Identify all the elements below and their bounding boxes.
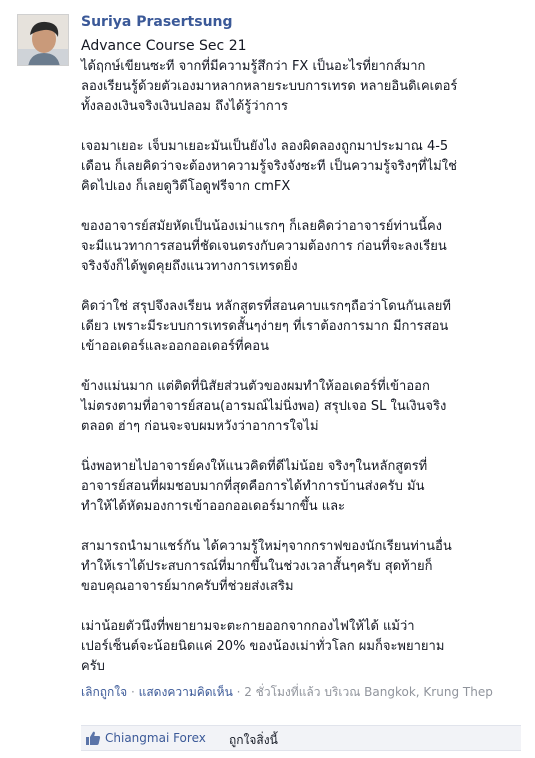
post-line: เดือน ก็เลยคิดว่าจะต้องหาความรู้จริงจังซะที เป็นความรู้จริงๆที่ไม่ใช่: [81, 159, 457, 174]
profile-photo: [18, 15, 69, 66]
post-line: เข้าออเดอร์และออกออเดอร์ที่คอน: [81, 339, 269, 354]
post-paragraph: [81, 57, 517, 117]
post-line: ของอาจารย์สมัยหัดเป็นน้องเม่าแรกๆ ก็เลยคิดว่าอาจารย์ท่านนี้คง: [81, 219, 443, 234]
post-paragraph: [81, 617, 517, 677]
post-line: เม่าน้อยตัวนึงที่พยายามจะตะกายออกจากกองไฟให้ได้ แม้ว่า: [81, 619, 415, 634]
post-line: สามารถนำมาแชร์กัน ได้ความรู้ใหม่ๆจากกราฟของนักเรียนท่านอื่น: [81, 539, 452, 554]
avatar[interactable]: [17, 14, 69, 66]
post-paragraph: [81, 297, 517, 357]
post-paragraph: [81, 137, 517, 197]
post-line: จะมีแนวทาการสอนที่ชัดเจนตรงกับความต้องการ ก่อนที่จะลงเรียน: [81, 239, 447, 254]
post-line: ทำให้ได้หัดมองการเข้าออกออเดอร์มากขึ้น และ: [81, 499, 346, 514]
post-line: ข้างแม่นมาก แต่ติดที่นิสัยส่วนตัวของผมทำให้ออเดอร์ที่เข้าออก: [81, 379, 430, 394]
post-line: ได้ฤกษ์เขียนซะที จากที่มีความรู้สึกว่า FX เป็นอะไรที่ยากส์มาก: [81, 59, 426, 74]
post-line: เดียว เพราะมีระบบการเทรดสั้นๆง่ายๆ ที่เราต้องการมาก มีการสอน: [81, 319, 449, 334]
likes-bar: [81, 725, 521, 751]
post-line: นิ่งพอหายไปอาจารย์คงให้แนวคิดที่ดีไม่น้อย จริงๆในหลักสูตรที่: [81, 459, 428, 474]
timestamp-location[interactable]: 2 ชั่วโมงที่แล้ว บริเวณ Bangkok, Krung Thep: [244, 685, 493, 699]
post-line: เปอร์เซ็นต์จะน้อยนิดแค่ 20% ของน้องเม่าทั่วโลก ผมก็จะพยายาม: [81, 639, 445, 654]
meta-separator: ·: [232, 685, 245, 699]
post-line: ไม่ตรงตามที่อาจารย์สอน(อารมณ์ไม่นิ่งพอ) สรุปเจอ SL ในเงินจริง: [81, 399, 447, 414]
author-name[interactable]: Suriya Prasertsung: [81, 14, 233, 30]
post-body: [81, 57, 517, 697]
post-paragraph: [81, 217, 517, 277]
unlike-link[interactable]: เลิกถูกใจ: [81, 685, 128, 699]
post-paragraph: [81, 377, 517, 437]
post-meta: [81, 683, 521, 702]
comment-link[interactable]: แสดงความคิดเห็น: [138, 685, 233, 699]
post-line: ครับ: [81, 659, 105, 674]
post-line: ตลอด ฮ่าๆ ก่อนจะจบผมหวังว่าอาการใจไม่: [81, 419, 319, 434]
post-line: เจอมาเยอะ เจ็บมาเยอะมันเป็นยังไง ลองผิดลองถูกมาประมาณ 4-5: [81, 139, 449, 154]
post-line: จริงจังก็ได้พูดคุยถึงแนวทางการเทรดยิ่ง: [81, 259, 298, 274]
post-paragraph: [81, 537, 517, 597]
post-line: ทั้งลองเงินจริงเงินปลอม ถึงได้รู้ว่าการ: [81, 99, 289, 114]
thumbs-up-icon: [85, 730, 101, 746]
post-paragraph: [81, 457, 517, 517]
post-line: คิดว่าใช่ สรุปจึงลงเรียน หลักสูตรที่สอนคาบแรกๆถือว่าโดนกันเลยที: [81, 299, 451, 314]
meta-separator: ·: [127, 685, 139, 699]
post-line: อาจารย์สอนที่ผมชอบมากที่สุดคือการได้ทำการบ้านส่งครับ มัน: [81, 479, 425, 494]
likes-text: ถูกใจสิ่งนี้: [229, 733, 278, 747]
course-title: Advance Course Sec 21: [81, 38, 247, 54]
post-line: ลองเรียนรู้ด้วยตัวเองมาหลากหลายระบบการเทรด หลายอินดิเคเตอร์: [81, 79, 458, 94]
post-line: คิดไปเอง ก็เลยดูวิดีโอดูฟรีจาก cmFX: [81, 179, 291, 194]
post-line: ทำให้เราได้ประสบการณ์ที่มากขึ้นในช่วงเวลาสั้นๆครับ สุดท้ายก็: [81, 559, 433, 574]
liker-name[interactable]: Chiangmai Forex: [105, 731, 206, 745]
post-line: ขอบคุณอาจารย์มากครับที่ช่วยส่งเสริม: [81, 579, 294, 594]
